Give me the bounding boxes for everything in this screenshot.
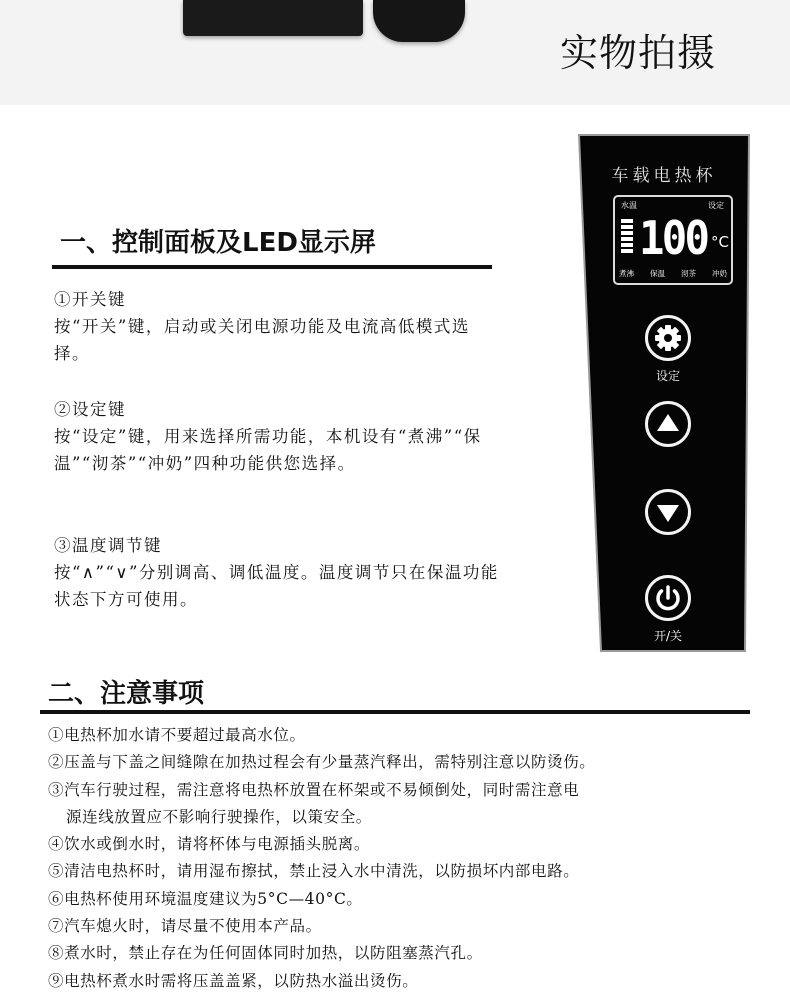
mode-indicators [619, 268, 727, 279]
product-cup-image [373, 0, 465, 42]
item-text: 按“开关”键，启动或关闭电源功能及电流高低模式选择。 [54, 317, 470, 363]
set-button-label: 设定 [655, 369, 680, 383]
triangle-up-icon [648, 404, 688, 444]
item-text: 按“设定”键，用来选择所需功能，本机设有“煮沸”“保温”“沏茶”“冲奶”四种功能供您选择。 [54, 427, 482, 473]
power-button[interactable] [645, 575, 691, 621]
item-power-key [54, 286, 499, 367]
panel-title: 车载电热杯 [611, 166, 717, 186]
water-temp-label: 水温 [621, 201, 637, 210]
list-item: ①电热杯加水请不要超过最高水位。 [48, 726, 306, 744]
list-item: ③汽车行驶过程，需注意将电热杯放置在杯架或不易倾倒处，同时需注意电 [48, 780, 580, 799]
power-button-label: 开/关 [653, 629, 683, 643]
set-button[interactable] [645, 315, 691, 361]
photo-title: 实物拍摄 [560, 31, 717, 75]
item-heading: ①开关键 [54, 290, 126, 309]
list-item: ④饮水或倒水时，请将杯体与电源插头脱离。 [48, 835, 371, 854]
section2-divider [40, 710, 750, 714]
product-box-image [183, 0, 363, 36]
section2-title: 二、注意事项 [48, 679, 205, 709]
list-item: ⑤清洁电热杯时，请用湿布擦拭，禁止浸入水中清洗，以防损坏内部电路。 [48, 862, 580, 881]
section1-divider [52, 265, 492, 269]
item-heading: ③温度调节键 [54, 536, 162, 555]
lcd-display [613, 195, 733, 285]
mode-tea: 沏茶 [681, 269, 696, 278]
item-text: 按“∧”“∨”分别调高、调低温度。温度调节只在保温功能状态下方可使用。 [54, 563, 499, 609]
list-item: ⑨电热杯煮水时需将压盖盖紧，以防热水溢出烫伤。 [48, 971, 419, 990]
mode-milk: 冲奶 [712, 269, 727, 278]
triangle-down-icon [648, 492, 688, 532]
mode-keep-warm: 保温 [650, 269, 665, 278]
temp-up-button[interactable] [645, 401, 691, 447]
item-temp-key [54, 532, 499, 613]
list-item: ⑦汽车熄火时，请尽量不使用本产品。 [48, 917, 322, 936]
set-temp-label: 设定 [708, 201, 724, 210]
item-set-key [54, 396, 499, 477]
temperature-unit: °C [711, 233, 729, 251]
water-level-bars [621, 219, 633, 255]
section1-title: 一、控制面板及LED显示屏 [60, 228, 376, 258]
product-photo [0, 0, 790, 105]
temperature-readout: 100 [639, 211, 708, 265]
control-panel [575, 133, 753, 655]
item-heading: ②设定键 [54, 400, 126, 419]
list-item: 源连线放置应不影响行驶操作，以策安全。 [66, 807, 372, 826]
list-item: ②压盖与下盖之间缝隙在加热过程会有少量蒸汽释出，需特别注意以防烫伤。 [48, 753, 596, 772]
gear-icon [648, 318, 688, 358]
mode-boil: 煮沸 [619, 269, 634, 278]
list-item: ⑧煮水时，禁止存在为任何固体同时加热，以防阻塞蒸汽孔。 [48, 944, 483, 963]
notes-list [48, 722, 748, 995]
temp-down-button[interactable] [645, 489, 691, 535]
power-icon [648, 578, 688, 618]
list-item: ⑥电热杯使用环境温度建议为5°C—40°C。 [48, 889, 363, 908]
